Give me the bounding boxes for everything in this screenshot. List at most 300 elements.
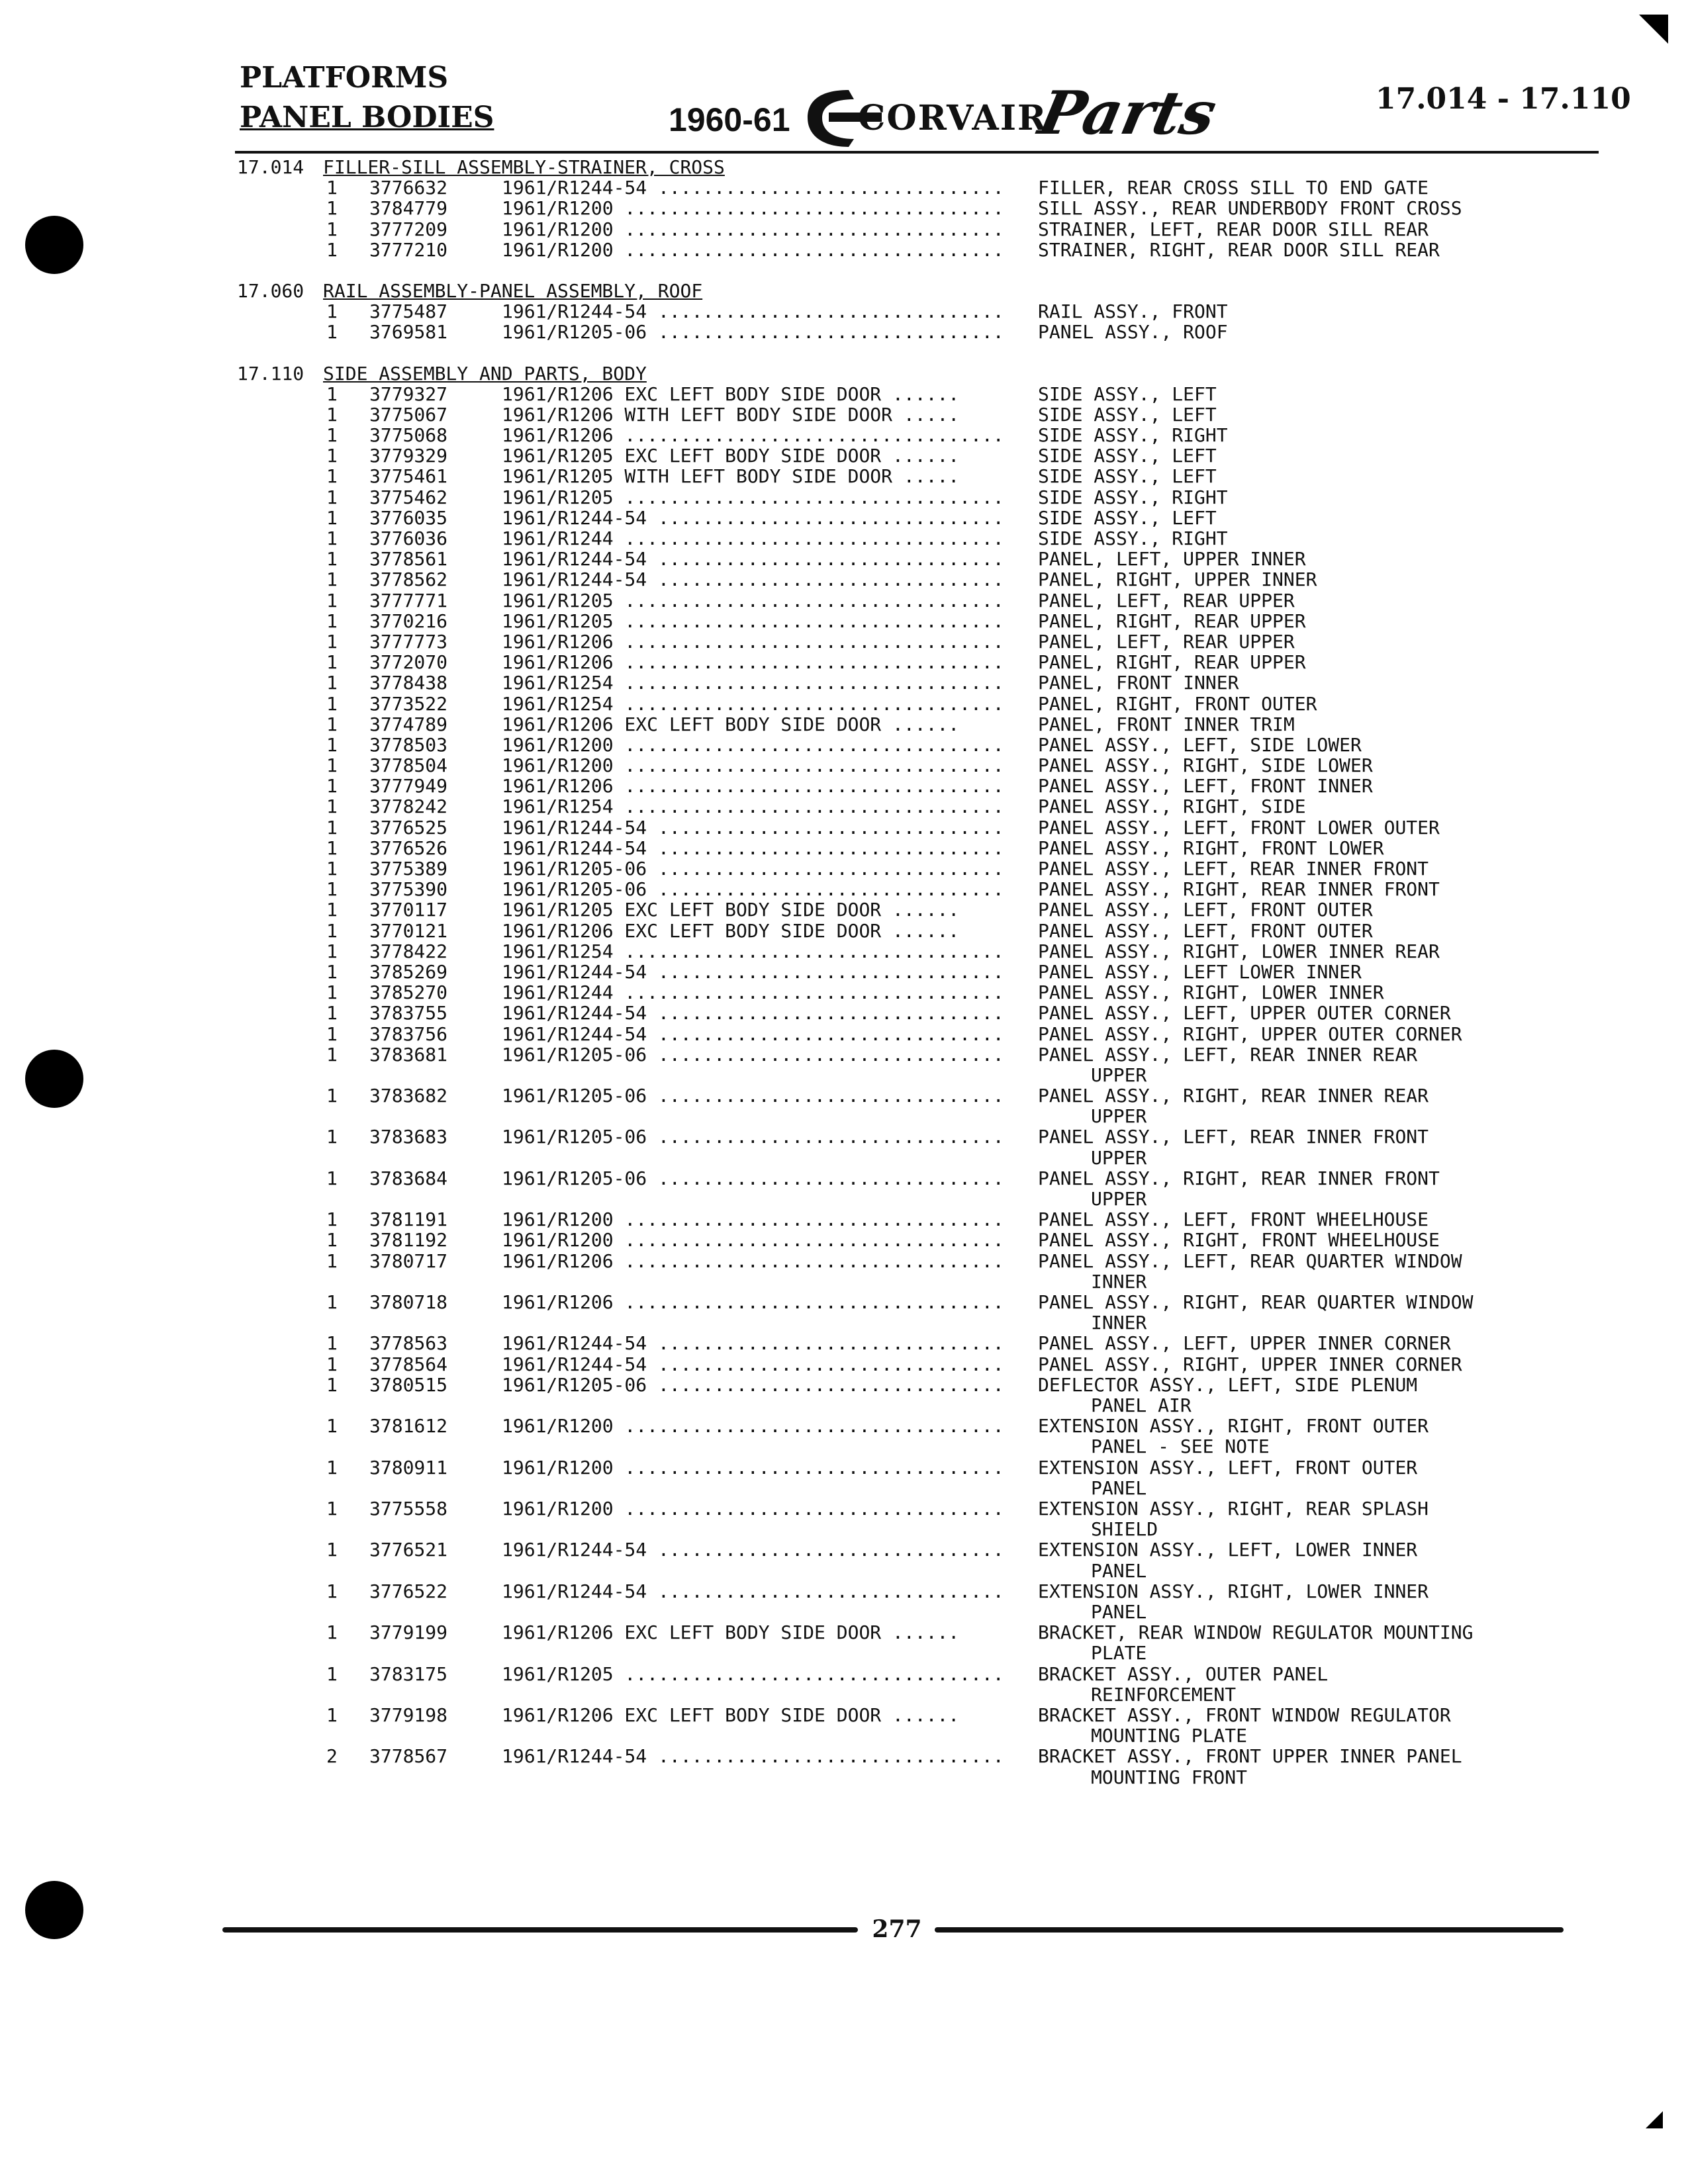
part-number: 3775461 xyxy=(369,465,448,488)
item-quantity: 1 xyxy=(326,733,338,756)
parts-row xyxy=(237,1085,1601,1126)
parts-row xyxy=(237,1539,1601,1580)
part-number: 3776525 xyxy=(369,816,448,839)
part-number: 3775487 xyxy=(369,300,448,323)
part-name-line: PANEL, FRONT INNER TRIM xyxy=(1038,713,1295,735)
part-number: 3776035 xyxy=(369,506,448,529)
part-name-continuation: UPPER xyxy=(1091,1064,1147,1086)
part-name xyxy=(1038,694,1554,714)
part-name xyxy=(1038,590,1554,611)
part-name-line: PANEL ASSY., RIGHT, REAR QUARTER WINDOW xyxy=(1038,1291,1474,1314)
item-quantity: 1 xyxy=(326,1373,338,1396)
part-name xyxy=(1038,899,1554,920)
part-number: 3779199 xyxy=(369,1621,448,1644)
part-name xyxy=(1038,858,1554,879)
part-number: 3777209 xyxy=(369,218,448,240)
part-number: 3778422 xyxy=(369,940,448,962)
parts-row xyxy=(237,611,1601,631)
part-number: 3775389 xyxy=(369,858,448,880)
application-description: 1961/R1244-54 ............................... xyxy=(502,961,1004,983)
section-title: FILLER-SILL ASSEMBLY-STRAINER, CROSS xyxy=(323,156,725,178)
part-name-line: PANEL ASSY., LEFT LOWER INNER xyxy=(1038,960,1362,983)
part-name-line: SIDE ASSY., LEFT xyxy=(1038,506,1217,529)
part-name xyxy=(1038,1622,1554,1663)
parts-row xyxy=(237,962,1601,982)
parts-row xyxy=(237,1498,1601,1539)
part-name-continuation: INNER xyxy=(1091,1270,1147,1293)
application-description: 1961/R1205-06 ............................... xyxy=(502,1167,1004,1189)
part-name xyxy=(1038,528,1554,549)
part-name-line: BRACKET, REAR WINDOW REGULATOR MOUNTING xyxy=(1038,1621,1474,1644)
application-description: 1961/R1206 .................................. xyxy=(502,1292,1004,1313)
item-quantity: 1 xyxy=(326,1291,338,1314)
application-description: 1961/R1244-54 ............................... xyxy=(502,569,1004,590)
punch-hole-middle xyxy=(25,1050,83,1108)
application-description: 1961/R1205-06 ............................... xyxy=(502,1085,1004,1107)
parts-row xyxy=(237,219,1601,240)
part-number: 3777210 xyxy=(369,238,448,261)
item-quantity: 1 xyxy=(326,1250,338,1272)
parts-row xyxy=(237,1003,1601,1023)
item-quantity: 1 xyxy=(326,1332,338,1355)
part-name xyxy=(1038,549,1554,569)
part-name-continuation: MOUNTING PLATE xyxy=(1091,1725,1248,1747)
part-number: 3778563 xyxy=(369,1332,448,1355)
part-name-continuation: REINFORCEMENT xyxy=(1091,1683,1237,1706)
corner-mark-top-right xyxy=(1639,15,1668,44)
part-name-line: PANEL ASSY., LEFT, FRONT LOWER OUTER xyxy=(1038,816,1440,839)
part-number: 3778438 xyxy=(369,672,448,694)
part-name xyxy=(1038,569,1554,590)
part-name-continuation: SHIELD xyxy=(1091,1518,1158,1541)
parts-row xyxy=(237,1705,1601,1746)
part-number: 3774789 xyxy=(369,713,448,735)
application-description: 1961/R1205-06 ............................... xyxy=(502,322,1004,343)
item-quantity: 1 xyxy=(326,506,338,529)
part-number: 3776526 xyxy=(369,837,448,859)
part-name-line: PANEL ASSY., RIGHT, LOWER INNER REAR xyxy=(1038,940,1440,962)
part-name-continuation: PANEL xyxy=(1091,1600,1147,1623)
item-quantity: 1 xyxy=(326,816,338,839)
item-quantity: 1 xyxy=(326,424,338,447)
parts-row xyxy=(237,776,1601,796)
application-description: 1961/R1244-54 ............................... xyxy=(502,301,1004,322)
application-description: 1961/R1205 .................................. xyxy=(502,610,1004,631)
application-description: 1961/R1206 .................................. xyxy=(502,1250,1004,1271)
application-description: 1961/R1205 EXC LEFT BODY SIDE DOOR ...... xyxy=(502,445,960,467)
parts-row xyxy=(237,569,1601,590)
application-description: 1961/R1244 .................................. xyxy=(502,982,1004,1003)
application-description: 1961/R1200 .................................. xyxy=(502,198,1004,219)
part-number: 3781191 xyxy=(369,1208,448,1231)
item-quantity: 1 xyxy=(326,610,338,632)
punch-hole-top xyxy=(25,216,83,274)
application-description: 1961/R1254 .................................. xyxy=(502,672,1004,694)
parts-row xyxy=(237,301,1601,322)
item-quantity: 1 xyxy=(326,589,338,612)
part-name xyxy=(1038,1375,1554,1416)
part-name-continuation: UPPER xyxy=(1091,1105,1147,1128)
part-name xyxy=(1038,735,1554,755)
item-quantity: 1 xyxy=(326,981,338,1004)
item-quantity: 1 xyxy=(326,300,338,323)
part-number: 3778503 xyxy=(369,733,448,756)
part-number: 3772070 xyxy=(369,651,448,674)
parts-row xyxy=(237,1746,1601,1787)
item-quantity: 1 xyxy=(326,383,338,405)
application-description: 1961/R1206 EXC LEFT BODY SIDE DOOR ...... xyxy=(502,1622,960,1643)
application-description: 1961/R1200 .................................. xyxy=(502,1416,1004,1437)
part-number: 3783684 xyxy=(369,1167,448,1189)
application-description: 1961/R1200 .................................. xyxy=(502,1498,1004,1520)
parts-row xyxy=(237,858,1601,879)
part-number: 3775558 xyxy=(369,1497,448,1520)
part-name-line: EXTENSION ASSY., RIGHT, LOWER INNER xyxy=(1038,1580,1429,1602)
application-description: 1961/R1244-54 ............................... xyxy=(502,817,1004,838)
part-name-line: EXTENSION ASSY., RIGHT, FRONT OUTER xyxy=(1038,1415,1429,1437)
item-quantity: 1 xyxy=(326,837,338,859)
part-name-line: PANEL, RIGHT, REAR UPPER xyxy=(1038,610,1306,632)
item-quantity: 1 xyxy=(326,1704,338,1726)
item-quantity: 1 xyxy=(326,858,338,880)
parts-section xyxy=(237,363,1601,1788)
part-name-continuation: PLATE xyxy=(1091,1642,1147,1664)
part-number: 3776521 xyxy=(369,1539,448,1561)
parts-row xyxy=(237,838,1601,858)
item-quantity: 1 xyxy=(326,527,338,549)
item-quantity: 1 xyxy=(326,445,338,467)
part-name xyxy=(1038,817,1554,838)
application-description: 1961/R1244-54 ............................... xyxy=(502,177,1004,199)
parts-section xyxy=(237,281,1601,343)
part-name-line: PANEL ASSY., RIGHT, UPPER OUTER CORNER xyxy=(1038,1023,1462,1045)
parts-row xyxy=(237,1292,1601,1333)
part-name xyxy=(1038,1003,1554,1023)
part-name-line: PANEL ASSY., LEFT, SIDE LOWER xyxy=(1038,733,1362,756)
part-number: 3776036 xyxy=(369,527,448,549)
part-number: 3770121 xyxy=(369,919,448,942)
part-name-line: PANEL ASSY., LEFT, FRONT OUTER xyxy=(1038,919,1373,942)
part-name-line: PANEL ASSY., RIGHT, LOWER INNER xyxy=(1038,981,1384,1004)
part-name xyxy=(1038,177,1554,198)
application-description: 1961/R1205 .................................. xyxy=(502,486,1004,508)
part-name-line: PANEL ASSY., LEFT, UPPER OUTER CORNER xyxy=(1038,1002,1451,1024)
section-code: 17.060 xyxy=(237,279,305,302)
part-name-line: SILL ASSY., REAR UNDERBODY FRONT CROSS xyxy=(1038,197,1462,220)
item-quantity: 1 xyxy=(326,1539,338,1561)
parts-row xyxy=(237,590,1601,611)
part-name-line: EXTENSION ASSY., LEFT, LOWER INNER xyxy=(1038,1539,1418,1561)
part-name xyxy=(1038,838,1554,858)
item-quantity: 2 xyxy=(326,1745,338,1768)
application-description: 1961/R1206 EXC LEFT BODY SIDE DOOR ...... xyxy=(502,383,960,404)
part-name-continuation: INNER xyxy=(1091,1312,1147,1334)
part-name xyxy=(1038,508,1554,528)
item-quantity: 1 xyxy=(326,1229,338,1251)
footer-rule-left xyxy=(222,1927,858,1933)
part-name xyxy=(1038,1044,1554,1085)
part-name xyxy=(1038,1705,1554,1746)
part-name-continuation: PANEL xyxy=(1091,1559,1147,1582)
part-name-continuation: MOUNTING FRONT xyxy=(1091,1766,1248,1788)
part-name-line: PANEL, RIGHT, FRONT OUTER xyxy=(1038,692,1317,715)
part-name xyxy=(1038,322,1554,342)
item-quantity: 1 xyxy=(326,651,338,674)
item-quantity: 1 xyxy=(326,672,338,694)
page-number: 277 xyxy=(872,1915,922,1943)
part-name-line: PANEL ASSY., ROOF xyxy=(1038,321,1228,343)
logo-script: Parts xyxy=(1033,78,1223,148)
part-name-line: PANEL, LEFT, REAR UPPER xyxy=(1038,589,1295,612)
part-number: 3780515 xyxy=(369,1373,448,1396)
parts-row xyxy=(237,1333,1601,1353)
application-description: 1961/R1200 .................................. xyxy=(502,218,1004,240)
parts-row xyxy=(237,1251,1601,1292)
item-quantity: 1 xyxy=(326,940,338,962)
application-description: 1961/R1206 .................................. xyxy=(502,776,1004,797)
part-number: 3776522 xyxy=(369,1580,448,1602)
item-quantity: 1 xyxy=(326,1002,338,1024)
item-quantity: 1 xyxy=(326,197,338,220)
part-name xyxy=(1038,425,1554,445)
part-name xyxy=(1038,1024,1554,1044)
parts-row xyxy=(237,631,1601,652)
item-quantity: 1 xyxy=(326,177,338,199)
part-name-line: PANEL ASSY., LEFT, UPPER INNER CORNER xyxy=(1038,1332,1451,1355)
item-quantity: 1 xyxy=(326,321,338,343)
section-title: SIDE ASSEMBLY AND PARTS, BODY xyxy=(323,362,647,385)
part-name-line: SIDE ASSY., RIGHT xyxy=(1038,527,1228,549)
part-name xyxy=(1038,755,1554,776)
parts-section xyxy=(237,157,1601,260)
item-quantity: 1 xyxy=(326,548,338,570)
part-name xyxy=(1038,1539,1554,1580)
part-name xyxy=(1038,1581,1554,1622)
part-number: 3777773 xyxy=(369,630,448,653)
part-number: 3775462 xyxy=(369,486,448,508)
item-quantity: 1 xyxy=(326,1662,338,1685)
part-name-line: PANEL ASSY., RIGHT, SIDE LOWER xyxy=(1038,754,1373,777)
parts-row xyxy=(237,1209,1601,1230)
part-name xyxy=(1038,487,1554,508)
part-name xyxy=(1038,672,1554,693)
application-description: 1961/R1244-54 ............................... xyxy=(502,1003,1004,1024)
parts-row xyxy=(237,1168,1601,1209)
parts-row xyxy=(237,198,1601,218)
part-name-line: RAIL ASSY., FRONT xyxy=(1038,300,1228,323)
section-heading xyxy=(237,281,1601,301)
part-name-line: PANEL ASSY., RIGHT, REAR INNER REAR xyxy=(1038,1085,1429,1107)
section-code: 17.110 xyxy=(237,362,305,385)
part-name-continuation: PANEL AIR xyxy=(1091,1394,1192,1416)
application-description: 1961/R1206 EXC LEFT BODY SIDE DOOR ...... xyxy=(502,713,960,735)
application-description: 1961/R1254 .................................. xyxy=(502,940,1004,962)
part-name xyxy=(1038,776,1554,796)
part-number: 3781612 xyxy=(369,1415,448,1437)
part-name-line: PANEL, LEFT, UPPER INNER xyxy=(1038,548,1306,570)
part-name-line: PANEL ASSY., LEFT, REAR INNER FRONT xyxy=(1038,1126,1429,1148)
part-name-line: PANEL, FRONT INNER xyxy=(1038,672,1239,694)
application-description: 1961/R1244-54 ............................... xyxy=(502,1353,1004,1375)
part-number: 3783681 xyxy=(369,1043,448,1066)
application-description: 1961/R1200 .................................. xyxy=(502,1457,1004,1478)
parts-row xyxy=(237,1354,1601,1375)
application-description: 1961/R1244-54 ............................... xyxy=(502,549,1004,570)
parts-row xyxy=(237,549,1601,569)
part-name xyxy=(1038,921,1554,941)
parts-row xyxy=(237,322,1601,342)
parts-row xyxy=(237,982,1601,1003)
part-name xyxy=(1038,1251,1554,1292)
application-description: 1961/R1205 EXC LEFT BODY SIDE DOOR ...... xyxy=(502,899,960,921)
part-name-continuation: UPPER xyxy=(1091,1188,1147,1210)
application-description: 1961/R1205-06 ............................... xyxy=(502,1044,1004,1065)
part-name xyxy=(1038,219,1554,240)
parts-row xyxy=(237,1457,1601,1498)
part-name-line: STRAINER, RIGHT, REAR DOOR SILL REAR xyxy=(1038,238,1440,261)
part-name-line: PANEL, RIGHT, UPPER INNER xyxy=(1038,569,1317,591)
application-description: 1961/R1206 WITH LEFT BODY SIDE DOOR ..... xyxy=(502,404,960,426)
item-quantity: 1 xyxy=(326,569,338,591)
parts-row xyxy=(237,899,1601,920)
page-header-category xyxy=(240,58,494,138)
parts-row xyxy=(237,466,1601,486)
part-name xyxy=(1038,1664,1554,1705)
parts-row xyxy=(237,817,1601,838)
part-name xyxy=(1038,1354,1554,1375)
item-quantity: 1 xyxy=(326,796,338,818)
part-name-line: EXTENSION ASSY., RIGHT, REAR SPLASH xyxy=(1038,1497,1429,1520)
item-quantity: 1 xyxy=(326,1353,338,1375)
application-description: 1961/R1244-54 ............................... xyxy=(502,1539,1004,1561)
part-name-line: PANEL, LEFT, REAR UPPER xyxy=(1038,630,1295,653)
parts-row xyxy=(237,1416,1601,1457)
part-number: 3775068 xyxy=(369,424,448,447)
application-description: 1961/R1244-54 ............................... xyxy=(502,837,1004,859)
part-number: 3777771 xyxy=(369,589,448,612)
part-name-line: PANEL ASSY., RIGHT, FRONT LOWER xyxy=(1038,837,1384,859)
parts-row xyxy=(237,1375,1601,1416)
part-name xyxy=(1038,1126,1554,1167)
part-name xyxy=(1038,1498,1554,1539)
part-name xyxy=(1038,198,1554,218)
item-quantity: 1 xyxy=(326,1126,338,1148)
part-number: 3769581 xyxy=(369,321,448,343)
part-number: 3780718 xyxy=(369,1291,448,1314)
parts-row xyxy=(237,1230,1601,1250)
part-name xyxy=(1038,1333,1554,1353)
application-description: 1961/R1206 .................................. xyxy=(502,652,1004,673)
part-name xyxy=(1038,1457,1554,1498)
part-name xyxy=(1038,404,1554,425)
part-name xyxy=(1038,962,1554,982)
application-description: 1961/R1206 EXC LEFT BODY SIDE DOOR ...... xyxy=(502,1704,960,1726)
part-name-line: PANEL ASSY., RIGHT, REAR INNER FRONT xyxy=(1038,1167,1440,1189)
parts-row xyxy=(237,404,1601,425)
application-description: 1961/R1200 .................................. xyxy=(502,734,1004,756)
part-number: 3779329 xyxy=(369,445,448,467)
application-description: 1961/R1200 .................................. xyxy=(502,1230,1004,1251)
header-line-2: PANEL BODIES xyxy=(240,101,494,134)
part-name-line: SIDE ASSY., RIGHT xyxy=(1038,486,1228,508)
part-name-continuation: UPPER xyxy=(1091,1146,1147,1169)
application-description: 1961/R1205-06 ............................... xyxy=(502,1374,1004,1395)
application-description: 1961/R1206 .................................. xyxy=(502,631,1004,653)
part-name xyxy=(1038,1230,1554,1250)
item-quantity: 1 xyxy=(326,878,338,901)
application-description: 1961/R1200 .................................. xyxy=(502,755,1004,776)
part-number: 3783755 xyxy=(369,1002,448,1024)
part-number: 3780911 xyxy=(369,1456,448,1479)
part-name xyxy=(1038,982,1554,1003)
part-number: 3777949 xyxy=(369,775,448,797)
application-description: 1961/R1205 .................................. xyxy=(502,1663,1004,1684)
part-name-line: PANEL ASSY., LEFT, FRONT WHEELHOUSE xyxy=(1038,1208,1429,1231)
part-name xyxy=(1038,1416,1554,1457)
part-number: 3779327 xyxy=(369,383,448,405)
part-name xyxy=(1038,1209,1554,1230)
application-description: 1961/R1205 .................................. xyxy=(502,590,1004,611)
parts-row xyxy=(237,1126,1601,1167)
application-description: 1961/R1200 .................................. xyxy=(502,1209,1004,1230)
part-name-line: STRAINER, LEFT, REAR DOOR SILL REAR xyxy=(1038,218,1429,240)
item-quantity: 1 xyxy=(326,403,338,426)
item-quantity: 1 xyxy=(326,1497,338,1520)
part-number: 3780717 xyxy=(369,1250,448,1272)
part-name xyxy=(1038,1085,1554,1126)
application-description: 1961/R1205-06 ............................... xyxy=(502,879,1004,900)
item-quantity: 1 xyxy=(326,465,338,488)
parts-row xyxy=(237,1044,1601,1085)
part-name-line: SIDE ASSY., LEFT xyxy=(1038,403,1217,426)
item-quantity: 1 xyxy=(326,1085,338,1107)
part-name-line: SIDE ASSY., RIGHT xyxy=(1038,424,1228,447)
parts-row xyxy=(237,921,1601,941)
part-number: 3773522 xyxy=(369,692,448,715)
part-number: 3783756 xyxy=(369,1023,448,1045)
part-name xyxy=(1038,879,1554,899)
section-title: RAIL ASSEMBLY-PANEL ASSEMBLY, ROOF xyxy=(323,279,703,302)
part-number: 3778567 xyxy=(369,1745,448,1768)
part-number: 3778564 xyxy=(369,1353,448,1375)
parts-row xyxy=(237,1581,1601,1622)
parts-list xyxy=(237,157,1601,1808)
item-quantity: 1 xyxy=(326,1415,338,1437)
parts-row xyxy=(237,735,1601,755)
part-name-line: PANEL ASSY., LEFT, REAR INNER FRONT xyxy=(1038,858,1429,880)
part-name-line: PANEL ASSY., LEFT, REAR QUARTER WINDOW xyxy=(1038,1250,1462,1272)
application-description: 1961/R1244 .................................. xyxy=(502,528,1004,549)
application-description: 1961/R1205-06 ............................... xyxy=(502,858,1004,880)
part-number: 3783682 xyxy=(369,1085,448,1107)
part-name xyxy=(1038,1292,1554,1333)
parts-row xyxy=(237,714,1601,735)
parts-row xyxy=(237,445,1601,466)
item-quantity: 1 xyxy=(326,775,338,797)
corner-mark-bottom-right xyxy=(1646,2111,1663,2128)
parts-row xyxy=(237,652,1601,672)
item-quantity: 1 xyxy=(326,486,338,508)
header-section-range: 17.014 - 17.110 xyxy=(1376,82,1631,116)
application-description: 1961/R1205 WITH LEFT BODY SIDE DOOR ..... xyxy=(502,466,960,487)
parts-row xyxy=(237,1664,1601,1705)
part-number: 3783683 xyxy=(369,1126,448,1148)
footer-rule-right xyxy=(935,1927,1564,1933)
application-description: 1961/R1254 .................................. xyxy=(502,693,1004,714)
corvair-parts-logo xyxy=(802,78,1223,158)
part-number: 3770216 xyxy=(369,610,448,632)
parts-row xyxy=(237,941,1601,962)
